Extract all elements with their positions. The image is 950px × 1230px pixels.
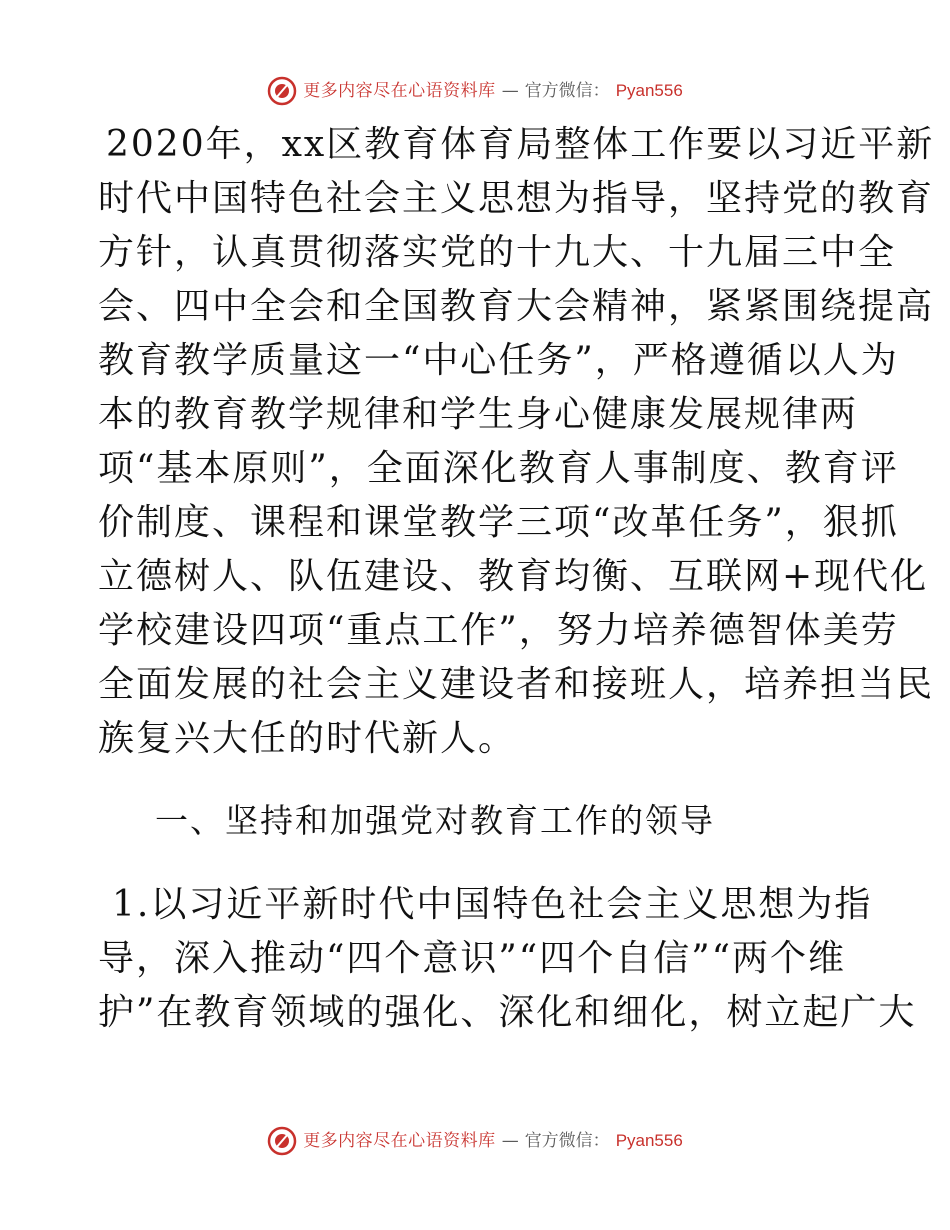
para1-line-1: 2020年，xx区教育体育局整体工作要以习近平新 [106, 124, 935, 165]
seal-icon [267, 1126, 297, 1156]
para1-line-3: 方针，认真贯彻落实党的十九大、十九届三中全 [98, 232, 897, 273]
watermark-header [0, 76, 950, 106]
para1-line-9: 立德树人、队伍建设、教育均衡、互联网+现代化 [98, 556, 929, 597]
watermark-text: 更多内容尽在心语资料库 [303, 81, 496, 101]
watermark-wechat-id: Pyan556 [615, 1131, 683, 1150]
para2-line-2: 导，深入推动“四个意识”“四个自信”“两个维 [98, 938, 847, 979]
para1-line-10: 学校建设四项“重点工作”，努力培养德智体美劳 [98, 610, 899, 651]
para2-line-1: 1.以习近平新时代中国特色社会主义思想为指 [112, 884, 873, 925]
para1-line-6: 本的教育教学规律和学生身心健康发展规律两 [98, 394, 859, 435]
para1-line-2: 时代中国特色社会主义思想为指导，坚持党的教育 [98, 178, 935, 219]
para1-line-11: 全面发展的社会主义建设者和接班人，培养担当民 [98, 664, 935, 705]
watermark-official: 官方微信： [524, 1131, 610, 1151]
para1-line-12: 族复兴大任的时代新人。 [98, 718, 517, 759]
para1-line-4: 会、四中全会和全国教育大会精神，紧紧围绕提高 [98, 286, 935, 327]
para1-line-7: 项“基本原则”，全面深化教育人事制度、教育评 [98, 448, 899, 489]
watermark-separator: — [501, 81, 519, 101]
watermark-separator: — [501, 1131, 519, 1151]
para2-line-3: 护”在教育领域的强化、深化和细化，树立起广大 [98, 992, 917, 1033]
para1-line-8: 价制度、课程和课堂教学三项“改革任务”，狠抓 [98, 502, 899, 543]
watermark-text: 更多内容尽在心语资料库 [303, 1131, 496, 1151]
watermark-official: 官方微信： [524, 81, 610, 101]
seal-icon [267, 76, 297, 106]
section-heading: 一、坚持和加强党对教育工作的领导 [155, 801, 715, 840]
para1-line-5: 教育教学质量这一“中心任务”，严格遵循以人为 [98, 340, 899, 381]
watermark-footer [0, 1126, 950, 1156]
watermark-wechat-id: Pyan556 [615, 81, 683, 100]
